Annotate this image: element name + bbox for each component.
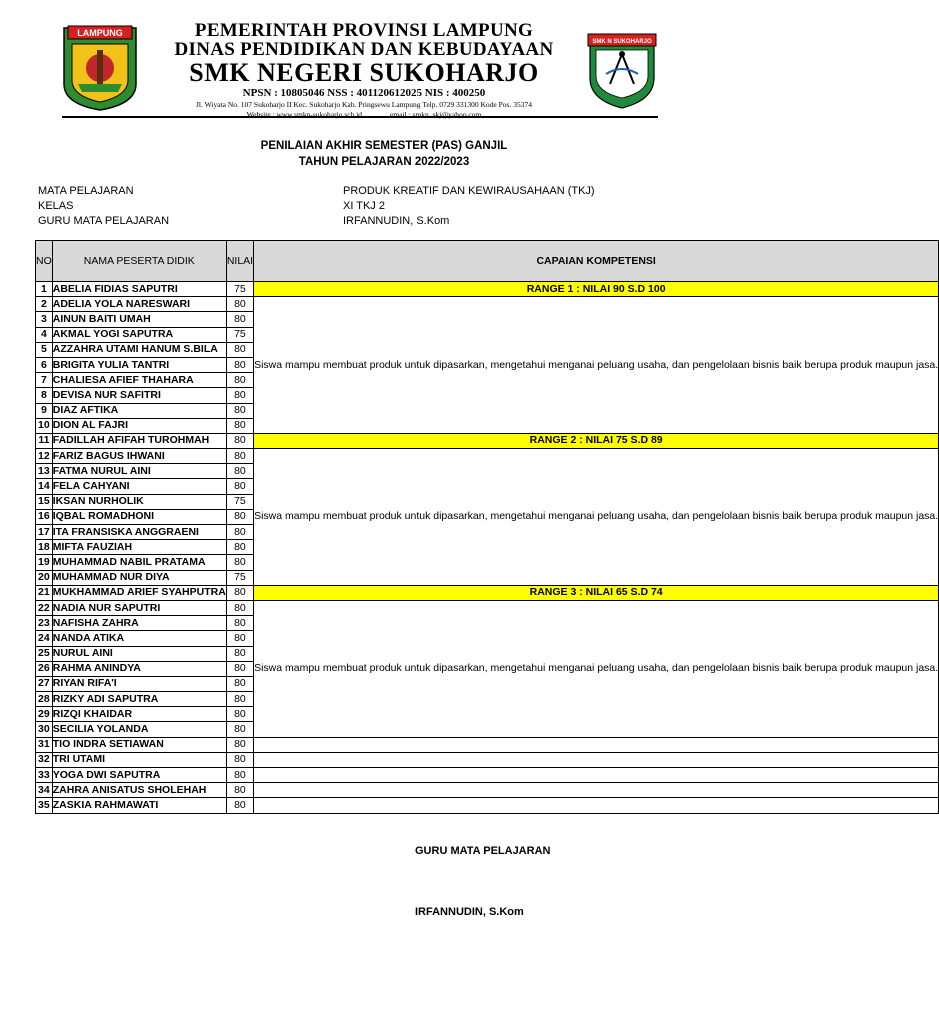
info-label: KELAS xyxy=(38,200,74,212)
row-number: 22 xyxy=(36,600,53,615)
student-score: 80 xyxy=(226,661,253,676)
school-ids: NPSN : 10805046 NSS : 401120612025 NIS : 400250 xyxy=(242,87,486,99)
logo-right-text: SMK N SUKOHARJO xyxy=(592,39,652,45)
student-name: NADIA NUR SAPUTRI xyxy=(52,600,226,615)
grades-table xyxy=(35,240,939,814)
row-number: 34 xyxy=(36,783,53,798)
student-score: 80 xyxy=(226,783,253,798)
student-score: 80 xyxy=(226,707,253,722)
student-score: 80 xyxy=(226,798,253,813)
student-name: ABELIA FIDIAS SAPUTRI xyxy=(52,282,226,297)
student-score: 80 xyxy=(226,752,253,767)
table-row xyxy=(36,768,939,783)
info-row-class xyxy=(38,199,718,214)
row-number: 16 xyxy=(36,509,53,524)
row-number: 9 xyxy=(36,403,53,418)
student-score: 80 xyxy=(226,388,253,403)
range-label: RANGE 3 : NILAI 65 S.D 74 xyxy=(254,585,939,600)
student-score: 80 xyxy=(226,722,253,737)
student-name: MUKHAMMAD ARIEF SYAHPUTRA xyxy=(52,585,226,600)
row-number: 17 xyxy=(36,525,53,540)
province-name: PEMERINTAH PROVINSI LAMPUNG xyxy=(194,20,534,41)
student-name: IQBAL ROMADHONI xyxy=(52,509,226,524)
signature-name: IRFANNUDIN, S.Kom xyxy=(415,906,524,918)
document-title xyxy=(0,138,768,170)
row-number: 8 xyxy=(36,388,53,403)
title-line-2: TAHUN PELAJARAN 2022/2023 xyxy=(298,156,470,168)
student-score: 80 xyxy=(226,768,253,783)
table-row xyxy=(36,585,939,600)
info-value: IRFANNUDIN, S.Kom xyxy=(343,215,450,227)
student-score: 80 xyxy=(226,297,253,312)
student-name: MUHAMMAD NUR DIYA xyxy=(52,570,226,585)
row-number: 13 xyxy=(36,464,53,479)
table-row xyxy=(36,449,939,464)
student-name: RAHMA ANINDYA xyxy=(52,661,226,676)
school-address: Jl. Wiyata No. 107 Sukoharjo II Kec. Sukoharjo Kab. Pringsewu Lampung Telp. 0729 331300 Kode Pos. 35374 xyxy=(196,100,532,109)
row-number: 20 xyxy=(36,570,53,585)
competency-empty xyxy=(254,798,939,813)
student-name: FADILLAH AFIFAH TUROHMAH xyxy=(52,433,226,448)
competency-empty xyxy=(254,752,939,767)
row-number: 29 xyxy=(36,707,53,722)
info-value: XI TKJ 2 xyxy=(343,200,385,212)
competency-empty xyxy=(254,783,939,798)
student-name: MUHAMMAD NABIL PRATAMA xyxy=(52,555,226,570)
row-number: 33 xyxy=(36,768,53,783)
student-score: 80 xyxy=(226,525,253,540)
student-name: RIZQI KHAIDAR xyxy=(52,707,226,722)
table-row xyxy=(36,600,939,615)
student-name: DION AL FAJRI xyxy=(52,418,226,433)
student-score: 80 xyxy=(226,312,253,327)
row-number: 12 xyxy=(36,449,53,464)
student-score: 80 xyxy=(226,692,253,707)
row-number: 24 xyxy=(36,631,53,646)
row-number: 23 xyxy=(36,616,53,631)
row-number: 3 xyxy=(36,312,53,327)
student-name: BRIGITA YULIA TANTRI xyxy=(52,357,226,372)
student-score: 80 xyxy=(226,616,253,631)
student-name: IKSAN NURHOLIK xyxy=(52,494,226,509)
student-score: 75 xyxy=(226,570,253,585)
student-name: CHALIESA AFIEF THAHARA xyxy=(52,373,226,388)
row-number: 25 xyxy=(36,646,53,661)
competency-description: Siswa mampu membuat produk untuk dipasarkan, mengetahui menganai peluang usaha, dan pengelolaan bisnis baik berupa produk maupun jasa. xyxy=(254,449,939,586)
student-score: 80 xyxy=(226,418,253,433)
student-score: 80 xyxy=(226,464,253,479)
student-name: YOGA DWI SAPUTRA xyxy=(52,768,226,783)
row-number: 19 xyxy=(36,555,53,570)
school-name: SMK NEGERI SUKOHARJO xyxy=(189,58,539,87)
letterhead-divider xyxy=(62,116,658,118)
row-number: 18 xyxy=(36,540,53,555)
student-name: RIYAN RIFA'I xyxy=(52,676,226,691)
competency-description: Siswa mampu membuat produk untuk dipasarkan, mengetahui menganai peluang usaha, dan pengelolaan bisnis baik berupa produk maupun jasa. xyxy=(254,297,939,434)
student-name: TRI UTAMI xyxy=(52,752,226,767)
school-logo xyxy=(584,30,660,110)
row-number: 31 xyxy=(36,737,53,752)
school-website: Website : www.smkn-sukoharjo.sch.id xyxy=(246,110,363,119)
row-number: 7 xyxy=(36,373,53,388)
letterhead-text xyxy=(150,22,578,119)
row-number: 14 xyxy=(36,479,53,494)
student-score: 80 xyxy=(226,540,253,555)
range-label: RANGE 2 : NILAI 75 S.D 89 xyxy=(254,433,939,448)
student-name: AINUN BAITI UMAH xyxy=(52,312,226,327)
student-score: 75 xyxy=(226,282,253,297)
student-name: DIAZ AFTIKA xyxy=(52,403,226,418)
student-score: 80 xyxy=(226,737,253,752)
student-score: 80 xyxy=(226,585,253,600)
student-name: ADELIA YOLA NARESWARI xyxy=(52,297,226,312)
student-name: ZAHRA ANISATUS SHOLEHAH xyxy=(52,783,226,798)
row-number: 2 xyxy=(36,297,53,312)
student-name: NANDA ATIKA xyxy=(52,631,226,646)
student-name: FARIZ BAGUS IHWANI xyxy=(52,449,226,464)
row-number: 35 xyxy=(36,798,53,813)
student-name: TIO INDRA SETIAWAN xyxy=(52,737,226,752)
student-score: 80 xyxy=(226,403,253,418)
row-number: 32 xyxy=(36,752,53,767)
logo-left-text: LAMPUNG xyxy=(77,28,123,38)
info-row-subject xyxy=(38,184,718,199)
row-number: 28 xyxy=(36,692,53,707)
student-name: FATMA NURUL AINI xyxy=(52,464,226,479)
header-score: NILAI xyxy=(226,241,253,282)
letterhead xyxy=(60,22,660,118)
student-score: 75 xyxy=(226,494,253,509)
table-row xyxy=(36,783,939,798)
row-number: 26 xyxy=(36,661,53,676)
student-score: 80 xyxy=(226,631,253,646)
table-row xyxy=(36,282,939,297)
title-line-1: PENILAIAN AKHIR SEMESTER (PAS) GANJIL xyxy=(260,140,508,152)
student-name: DEVISA NUR SAFITRI xyxy=(52,388,226,403)
student-name: SECILIA YOLANDA xyxy=(52,722,226,737)
student-score: 80 xyxy=(226,342,253,357)
table-header-row xyxy=(36,241,939,282)
student-name: FELA CAHYANI xyxy=(52,479,226,494)
info-value: PRODUK KREATIF DAN KEWIRAUSAHAAN (TKJ) xyxy=(343,185,595,197)
row-number: 21 xyxy=(36,585,53,600)
student-score: 80 xyxy=(226,509,253,524)
signature-role: GURU MATA PELAJARAN xyxy=(415,845,551,857)
subject-info xyxy=(38,184,718,229)
student-score: 80 xyxy=(226,357,253,372)
table-body xyxy=(36,282,939,814)
student-score: 80 xyxy=(226,646,253,661)
school-email: email : smkn_skj@yahoo.com xyxy=(390,110,482,119)
table-row xyxy=(36,798,939,813)
student-score: 80 xyxy=(226,555,253,570)
student-name: ZASKIA RAHMAWATI xyxy=(52,798,226,813)
competency-description: Siswa mampu membuat produk untuk dipasarkan, mengetahui menganai peluang usaha, dan pengelolaan bisnis baik berupa produk maupun jasa. xyxy=(254,600,939,737)
row-number: 10 xyxy=(36,418,53,433)
student-name: NURUL AINI xyxy=(52,646,226,661)
student-score: 75 xyxy=(226,327,253,342)
student-name: ITA FRANSISKA ANGGRAENI xyxy=(52,525,226,540)
student-name: AKMAL YOGI SAPUTRA xyxy=(52,327,226,342)
student-score: 80 xyxy=(226,373,253,388)
table-row xyxy=(36,297,939,312)
student-name: MIFTA FAUZIAH xyxy=(52,540,226,555)
header-name: NAMA PESERTA DIDIK xyxy=(52,241,226,282)
row-number: 5 xyxy=(36,342,53,357)
lampung-province-logo xyxy=(60,24,140,112)
row-number: 6 xyxy=(36,357,53,372)
row-number: 1 xyxy=(36,282,53,297)
header-competency: CAPAIAN KOMPETENSI xyxy=(254,241,939,282)
agency-name: DINAS PENDIDIKAN DAN KEBUDAYAAN xyxy=(174,39,554,60)
row-number: 15 xyxy=(36,494,53,509)
table-row xyxy=(36,433,939,448)
info-row-teacher xyxy=(38,214,718,229)
row-number: 4 xyxy=(36,327,53,342)
student-score: 80 xyxy=(226,600,253,615)
student-name: NAFISHA ZAHRA xyxy=(52,616,226,631)
student-score: 80 xyxy=(226,433,253,448)
table-row xyxy=(36,752,939,767)
row-number: 30 xyxy=(36,722,53,737)
student-score: 80 xyxy=(226,479,253,494)
student-name: RIZKY ADI SAPUTRA xyxy=(52,692,226,707)
student-score: 80 xyxy=(226,449,253,464)
row-number: 27 xyxy=(36,676,53,691)
info-label: MATA PELAJARAN xyxy=(38,185,134,197)
range-label: RANGE 1 : NILAI 90 S.D 100 xyxy=(254,282,939,297)
student-score: 80 xyxy=(226,676,253,691)
student-name: AZZAHRA UTAMI HANUM S.BILA xyxy=(52,342,226,357)
table-row xyxy=(36,737,939,752)
header-no: NO xyxy=(36,241,53,282)
info-label: GURU MATA PELAJARAN xyxy=(38,215,170,227)
competency-empty xyxy=(254,768,939,783)
row-number: 11 xyxy=(36,433,53,448)
competency-empty xyxy=(254,737,939,752)
